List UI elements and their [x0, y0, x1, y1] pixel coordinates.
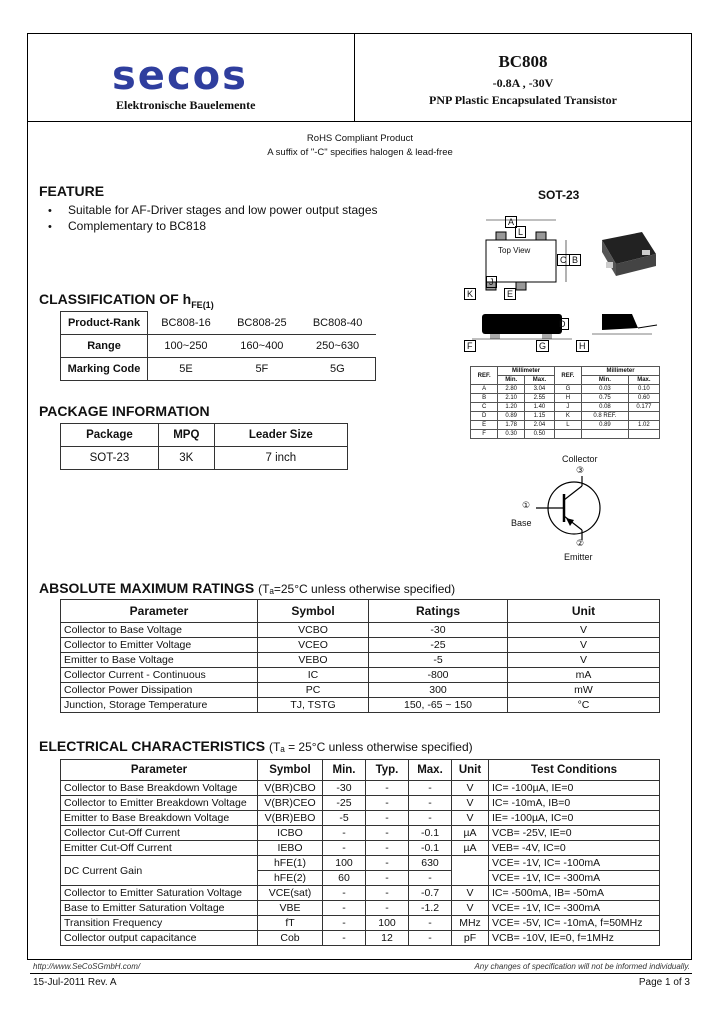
table-cell: 0.8 REF. — [582, 412, 629, 421]
table-cell: Collector Cut-Off Current — [61, 826, 258, 841]
table-header: Package — [61, 424, 159, 447]
table-cell: IEBO — [258, 841, 323, 856]
table-cell: 0.08 — [582, 403, 629, 412]
package-info-table — [60, 423, 348, 470]
table-cell: 12 — [366, 931, 409, 946]
package-info-title: PACKAGE INFORMATION — [39, 403, 210, 419]
footer-url[interactable]: http://www.SeCoSGmbH.com/ — [33, 962, 141, 971]
amr-title — [39, 580, 455, 596]
table-row — [61, 811, 660, 826]
table-header: Product-Rank — [61, 312, 148, 335]
table-row — [471, 421, 660, 430]
table-cell: - — [366, 826, 409, 841]
table-cell: G — [554, 385, 581, 394]
table-cell: 0.50 — [525, 430, 555, 439]
table-cell: Collector to Emitter Breakdown Voltage — [61, 796, 258, 811]
table-cell: J — [554, 403, 581, 412]
table-cell: 100 — [323, 856, 366, 871]
table-cell: 0.30 — [498, 430, 525, 439]
table-cell: VBE — [258, 901, 323, 916]
table-cell: IC= -500mA, IB= -50mA — [489, 886, 660, 901]
table-cell: TJ, TSTG — [258, 698, 369, 713]
table-cell: D — [471, 412, 498, 421]
table-cell: 1.15 — [525, 412, 555, 421]
table-cell: 0.10 — [628, 385, 659, 394]
table-cell: V — [452, 901, 489, 916]
ec-title-text: ELECTRICAL CHARACTERISTICS — [39, 738, 266, 754]
table-cell: H — [554, 394, 581, 403]
table-cell: - — [323, 916, 366, 931]
table-cell: 300 — [369, 683, 508, 698]
table-header: Range — [61, 335, 148, 358]
table-row — [61, 668, 660, 683]
classification-title — [39, 291, 214, 310]
part-rating: -0.8A , -30V — [492, 76, 554, 90]
table-cell: - — [323, 826, 366, 841]
table-cell: -5 — [369, 653, 508, 668]
table-cell: 150, -65 ~ 150 — [369, 698, 508, 713]
table-cell: 630 — [409, 856, 452, 871]
table-cell: VCEO — [258, 638, 369, 653]
table-row — [61, 683, 660, 698]
table-cell: - — [366, 841, 409, 856]
table-cell: 0.177 — [628, 403, 659, 412]
table-header: Leader Size — [214, 424, 347, 447]
table-header: Unit — [452, 760, 489, 781]
dim-letter: F — [464, 340, 476, 352]
ec-title — [39, 738, 473, 754]
table-row — [61, 916, 660, 931]
table-cell: Collector to Emitter Voltage — [61, 638, 258, 653]
table-row — [61, 856, 660, 871]
table-header: Ratings — [369, 600, 508, 623]
table-cell: -1.2 — [409, 901, 452, 916]
table-cell: -5 — [323, 811, 366, 826]
footer-page: Page 1 of 3 — [638, 977, 690, 988]
classification-table — [60, 311, 376, 381]
table-cell: Collector to Emitter Saturation Voltage — [61, 886, 258, 901]
table-cell: VCB= -10V, IE=0, f=1MHz — [489, 931, 660, 946]
base-label: Base — [511, 518, 532, 528]
table-cell: V — [452, 886, 489, 901]
table-cell: 3K — [158, 447, 214, 470]
collector-label: Collector — [562, 454, 598, 464]
table-cell: 5F — [224, 358, 300, 381]
table-cell: Base to Emitter Saturation Voltage — [61, 901, 258, 916]
rohs-line-2: A suffix of "-C" specifies halogen & lead-free — [267, 147, 453, 158]
table-cell: °C — [508, 698, 660, 713]
table-cell: -0.1 — [409, 841, 452, 856]
dim-letter: D — [556, 318, 569, 330]
table-row — [61, 447, 348, 470]
table-cell: IE= -100µA, IC=0 — [489, 811, 660, 826]
table-header: Max. — [409, 760, 452, 781]
table-cell: 1.78 — [498, 421, 525, 430]
dim-letter: H — [576, 340, 589, 352]
table-cell: - — [409, 811, 452, 826]
table-cell: - — [366, 796, 409, 811]
table-cell: 5E — [148, 358, 225, 381]
table-header: Millimeter — [498, 367, 554, 376]
table-cell: 1.20 — [498, 403, 525, 412]
table-row — [61, 901, 660, 916]
table-row — [61, 424, 348, 447]
table-cell: 2.10 — [498, 394, 525, 403]
table-cell: BC808-40 — [300, 312, 376, 335]
table-cell: 60 — [323, 871, 366, 886]
amr-rows — [61, 623, 660, 713]
table-row — [61, 653, 660, 668]
table-cell: 0.89 — [498, 412, 525, 421]
dim-letter: B — [569, 254, 581, 266]
table-cell: V — [508, 638, 660, 653]
table-header: MPQ — [158, 424, 214, 447]
table-cell: hFE(2) — [258, 871, 323, 886]
table-cell: 100 — [366, 916, 409, 931]
table-cell: B — [471, 394, 498, 403]
classification-title-text: CLASSIFICATION OF h — [39, 291, 192, 307]
base-pin: ① — [522, 500, 531, 510]
table-cell: - — [409, 916, 452, 931]
table-cell: 160~400 — [224, 335, 300, 358]
table-cell: 2.55 — [525, 394, 555, 403]
table-cell: IC= -10mA, IB=0 — [489, 796, 660, 811]
table-row — [61, 796, 660, 811]
company-subtitle: Elektronische Bauelemente — [116, 98, 256, 112]
table-cell: VEB= -4V, IC=0 — [489, 841, 660, 856]
table-cell: VCE= -1V, IC= -300mA — [489, 901, 660, 916]
table-cell: - — [323, 841, 366, 856]
table-cell: VCE(sat) — [258, 886, 323, 901]
ec-note: (Tₐ = 25°C unless otherwise specified) — [268, 740, 473, 754]
table-cell: Collector to Base Breakdown Voltage — [61, 781, 258, 796]
table-row — [471, 385, 660, 394]
table-cell: Emitter to Base Breakdown Voltage — [61, 811, 258, 826]
package-outline-figure — [442, 180, 692, 450]
table-cell: 0.60 — [628, 394, 659, 403]
table-cell: Collector Current - Continuous — [61, 668, 258, 683]
footer-divider — [30, 973, 692, 974]
table-row — [61, 886, 660, 901]
table-cell: 7 inch — [214, 447, 347, 470]
part-description: PNP Plastic Encapsulated Transistor — [429, 93, 617, 107]
table-row — [471, 412, 660, 421]
table-cell — [554, 430, 581, 439]
table-cell: IC= -100µA, IE=0 — [489, 781, 660, 796]
table-header: Min. — [582, 376, 629, 385]
classification-title-sub: FE(1) — [191, 299, 214, 310]
table-cell: Emitter Cut-Off Current — [61, 841, 258, 856]
table-header: Min. — [323, 760, 366, 781]
table-header: Max. — [525, 376, 555, 385]
table-cell: Cob — [258, 931, 323, 946]
table-cell: DC Current Gain — [61, 856, 258, 886]
collector-pin: ③ — [576, 465, 585, 475]
table-header: Typ. — [366, 760, 409, 781]
top-view-label: Top View — [498, 246, 531, 255]
ec-table — [60, 759, 660, 946]
emitter-pin: ② — [576, 538, 585, 548]
table-header: Test Conditions — [489, 760, 660, 781]
table-header: Parameter — [61, 760, 258, 781]
table-cell: fT — [258, 916, 323, 931]
table-cell: - — [366, 856, 409, 871]
table-cell: -25 — [323, 796, 366, 811]
table-header: Parameter — [61, 600, 258, 623]
table-cell: - — [366, 871, 409, 886]
table-row — [61, 931, 660, 946]
table-header: Min. — [498, 376, 525, 385]
table-cell: hFE(1) — [258, 856, 323, 871]
table-cell: 100~250 — [148, 335, 225, 358]
table-cell: V — [508, 623, 660, 638]
ec-rows — [61, 781, 660, 946]
dim-letter: G — [536, 340, 549, 352]
table-cell: VEBO — [258, 653, 369, 668]
dim-letter: J — [486, 276, 497, 288]
table-cell: A — [471, 385, 498, 394]
table-cell: ICBO — [258, 826, 323, 841]
table-cell — [582, 430, 629, 439]
table-cell: -30 — [323, 781, 366, 796]
table-cell: -25 — [369, 638, 508, 653]
feature-list — [48, 203, 378, 235]
table-cell: 2.04 — [525, 421, 555, 430]
footer-date: 15-Jul-2011 Rev. A — [33, 977, 117, 988]
table-cell: - — [323, 931, 366, 946]
table-cell: VCB= -25V, IE=0 — [489, 826, 660, 841]
table-cell: mW — [508, 683, 660, 698]
table-cell: µA — [452, 841, 489, 856]
package-figure-title: SOT-23 — [538, 188, 580, 202]
dim-letter: K — [464, 288, 476, 300]
table-cell: Collector Power Dissipation — [61, 683, 258, 698]
table-cell: - — [409, 931, 452, 946]
table-cell: µA — [452, 826, 489, 841]
amr-title-text: ABSOLUTE MAXIMUM RATINGS — [39, 580, 255, 596]
table-cell: V(BR)CBO — [258, 781, 323, 796]
rohs-line-1: RoHS Compliant Product — [306, 133, 414, 144]
dimension-table — [470, 366, 660, 439]
table-cell: - — [366, 886, 409, 901]
table-cell — [628, 412, 659, 421]
table-cell: SOT-23 — [61, 447, 159, 470]
table-cell: V — [452, 811, 489, 826]
table-cell: mA — [508, 668, 660, 683]
dimension-rows — [471, 385, 660, 439]
feature-item: • Suitable for AF-Driver stages and low power output stages — [48, 203, 378, 219]
dim-letter: A — [505, 216, 517, 228]
table-cell: 0.03 — [582, 385, 629, 394]
dim-letter: L — [515, 226, 526, 238]
table-row — [471, 430, 660, 439]
table-cell — [628, 430, 659, 439]
feature-title: FEATURE — [39, 183, 105, 199]
table-cell: Junction, Storage Temperature — [61, 698, 258, 713]
table-row — [61, 638, 660, 653]
dim-letter: C — [557, 254, 570, 266]
table-cell: -30 — [369, 623, 508, 638]
table-cell: - — [366, 811, 409, 826]
table-cell: 5G — [300, 358, 376, 381]
table-cell: V(BR)CEO — [258, 796, 323, 811]
table-header: Millimeter — [582, 367, 660, 376]
table-cell — [452, 856, 489, 886]
table-cell: -800 — [369, 668, 508, 683]
table-cell: 1.02 — [628, 421, 659, 430]
table-header: Unit — [508, 600, 660, 623]
part-number: BC808 — [498, 52, 548, 71]
table-cell: 250~630 — [300, 335, 376, 358]
table-cell: VCE= -1V, IC= -300mA — [489, 871, 660, 886]
dim-letter: E — [504, 288, 516, 300]
table-cell: PC — [258, 683, 369, 698]
header-divider — [27, 121, 692, 122]
table-cell: - — [409, 796, 452, 811]
table-cell: BC808-25 — [224, 312, 300, 335]
table-cell: V — [452, 796, 489, 811]
table-cell: Transition Frequency — [61, 916, 258, 931]
table-header: REF. — [471, 367, 498, 385]
table-row — [61, 312, 376, 335]
table-cell: Collector output capacitance — [61, 931, 258, 946]
table-cell: F — [471, 430, 498, 439]
table-header: Symbol — [258, 600, 369, 623]
footer-notice: Any changes of specification will not be informed individually. — [474, 962, 690, 971]
table-cell: Emitter to Base Voltage — [61, 653, 258, 668]
emitter-label: Emitter — [564, 552, 593, 562]
table-cell: 2.80 — [498, 385, 525, 394]
table-cell: pF — [452, 931, 489, 946]
table-cell: C — [471, 403, 498, 412]
table-cell: VCE= -1V, IC= -100mA — [489, 856, 660, 871]
table-header: Max. — [628, 376, 659, 385]
table-cell: 3.04 — [525, 385, 555, 394]
table-cell: - — [409, 871, 452, 886]
table-cell: 1.40 — [525, 403, 555, 412]
table-row — [61, 760, 660, 781]
table-row — [61, 826, 660, 841]
table-row — [61, 841, 660, 856]
table-cell: BC808-16 — [148, 312, 225, 335]
transistor-schematic — [508, 452, 628, 570]
table-cell: -0.1 — [409, 826, 452, 841]
table-cell: V — [452, 781, 489, 796]
table-header: REF. — [554, 367, 581, 385]
amr-table — [60, 599, 660, 713]
table-row — [471, 403, 660, 412]
table-cell: - — [409, 781, 452, 796]
table-cell: E — [471, 421, 498, 430]
table-cell: VCBO — [258, 623, 369, 638]
table-row — [471, 394, 660, 403]
table-cell: - — [366, 781, 409, 796]
table-cell: L — [554, 421, 581, 430]
table-cell: -0.7 — [409, 886, 452, 901]
table-cell: MHz — [452, 916, 489, 931]
feature-item: • Complementary to BC818 — [48, 219, 378, 235]
table-row — [471, 367, 660, 376]
table-header: Marking Code — [61, 358, 148, 381]
table-cell: V(BR)EBO — [258, 811, 323, 826]
table-cell: 0.75 — [582, 394, 629, 403]
table-row — [61, 358, 376, 381]
table-cell: IC — [258, 668, 369, 683]
table-header: Symbol — [258, 760, 323, 781]
amr-note: (Tₐ=25°C unless otherwise specified) — [258, 582, 456, 596]
table-cell: - — [323, 901, 366, 916]
table-row — [61, 781, 660, 796]
table-row — [61, 698, 660, 713]
table-row — [61, 623, 660, 638]
table-cell: Collector to Base Voltage — [61, 623, 258, 638]
table-cell: - — [323, 886, 366, 901]
table-cell: K — [554, 412, 581, 421]
table-cell: VCE= -5V, IC= -10mA, f=50MHz — [489, 916, 660, 931]
table-row — [61, 335, 376, 358]
table-cell: V — [508, 653, 660, 668]
table-cell: - — [366, 901, 409, 916]
table-cell: 0.89 — [582, 421, 629, 430]
company-logo: secos — [112, 53, 248, 99]
table-row — [61, 600, 660, 623]
